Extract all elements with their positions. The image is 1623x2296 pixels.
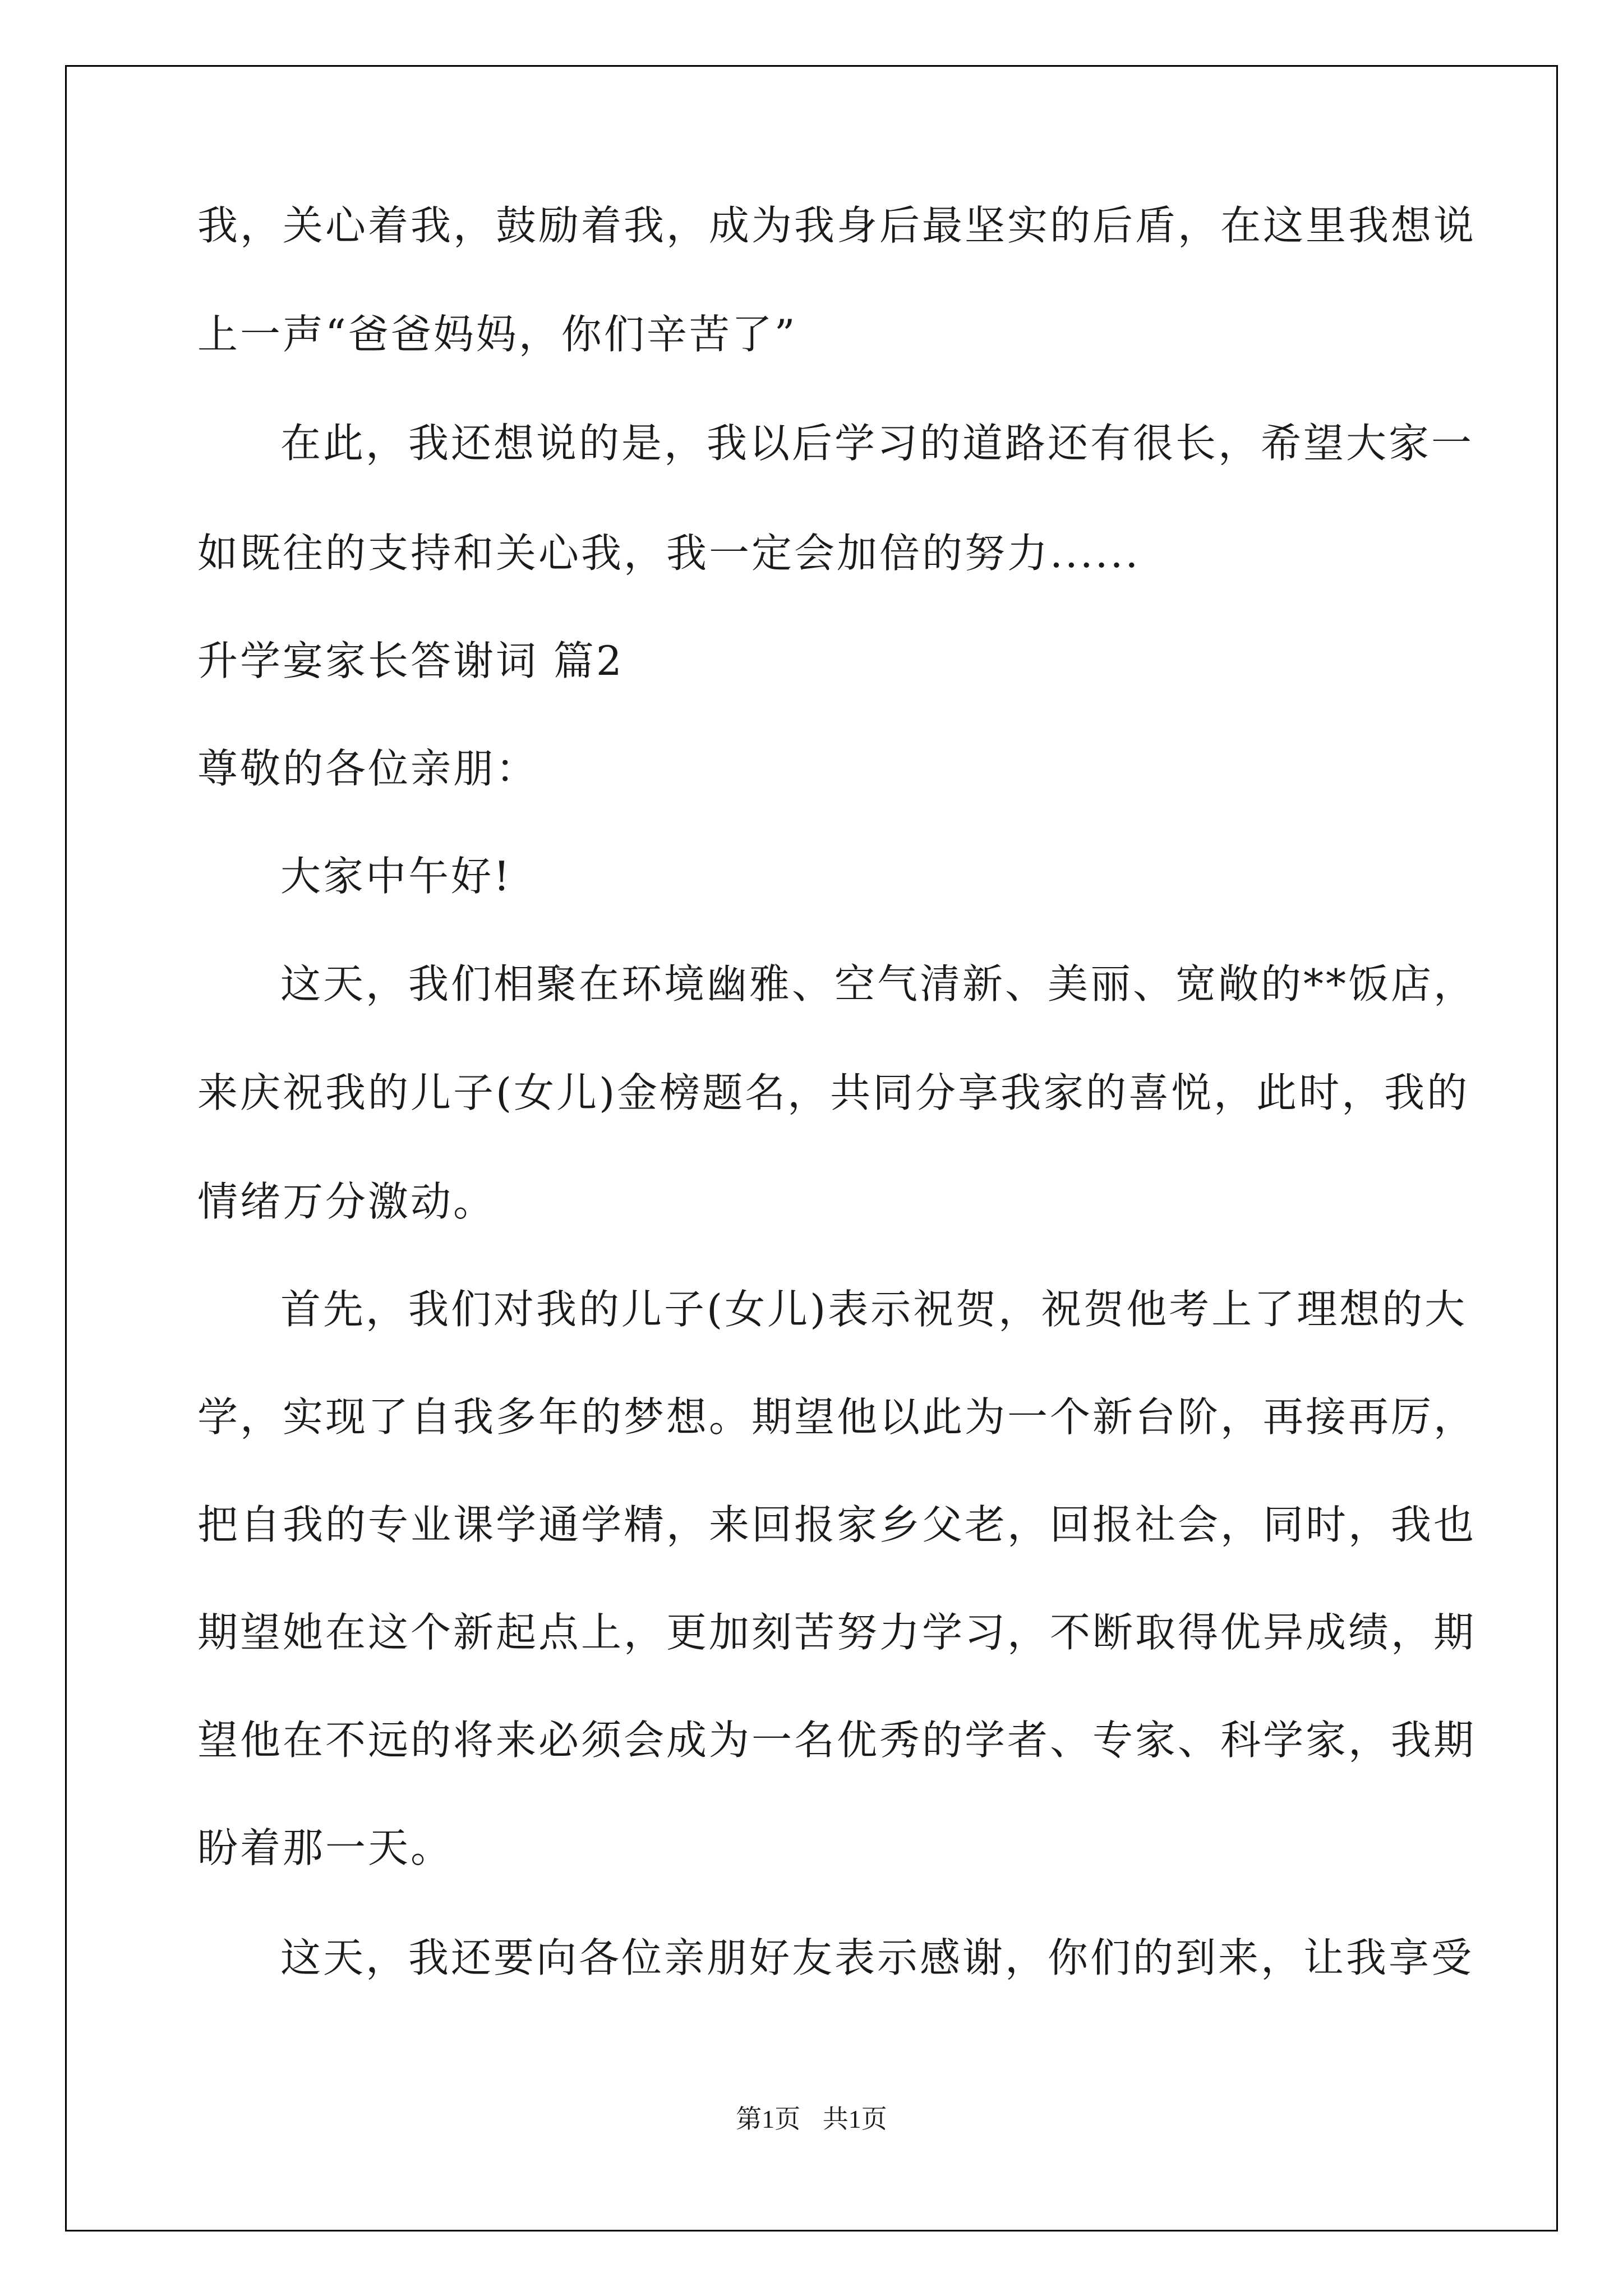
text-line: 上一声“爸爸妈妈，你们辛苦了” bbox=[197, 311, 797, 358]
text-line: 盼着那一天。 bbox=[197, 1824, 454, 1871]
text-line: 来庆祝我的儿子(女儿)金榜题名，共同分享我家的喜悦，此时，我的 bbox=[197, 1069, 1470, 1116]
page-number-current: 第1页 bbox=[736, 2105, 801, 2133]
page-number-total: 共1页 bbox=[822, 2105, 887, 2133]
paragraph-first-line: 这天，我还要向各位亲朋好友表示感谢，你们的到来，让我享受 bbox=[280, 1934, 1474, 1981]
paragraph-first-line: 在此，我还想说的是，我以后学习的道路还有很长，希望大家一 bbox=[280, 420, 1474, 467]
paragraph-first-line: 首先，我们对我的儿子(女儿)表示祝贺，祝贺他考上了理想的大 bbox=[280, 1286, 1468, 1333]
paragraph-first-line: 这天，我们相聚在环境幽雅、空气清新、美丽、宽敞的**饭店， bbox=[280, 960, 1477, 1007]
text-line: 把自我的专业课学通学精，来回报家乡父老，回报社会，同时，我也 bbox=[197, 1501, 1477, 1548]
text-line: 期望她在这个新起点上，更加刻苦努力学习，不断取得优异成绩，期 bbox=[197, 1609, 1477, 1656]
text-line: 望他在不远的将来必须会成为一名优秀的学者、专家、科学家，我期 bbox=[197, 1717, 1477, 1764]
text-line: 我，关心着我，鼓励着我，成为我身后最坚实的后盾，在这里我想说 bbox=[197, 202, 1477, 249]
text-line: 情绪万分激动。 bbox=[197, 1178, 496, 1225]
section-heading: 升学宴家长答谢词 篇2 bbox=[197, 637, 624, 684]
greeting: 大家中午好! bbox=[280, 853, 512, 900]
text-line: 学，实现了自我多年的梦想。期望他以此为一个新台阶，再接再厉， bbox=[197, 1393, 1477, 1441]
page-border bbox=[65, 65, 1558, 2231]
text-line: 如既往的支持和关心我，我一定会加倍的努力...... bbox=[197, 530, 1141, 577]
page-footer bbox=[0, 2102, 1623, 2136]
salutation: 尊敬的各位亲朋： bbox=[197, 745, 539, 792]
